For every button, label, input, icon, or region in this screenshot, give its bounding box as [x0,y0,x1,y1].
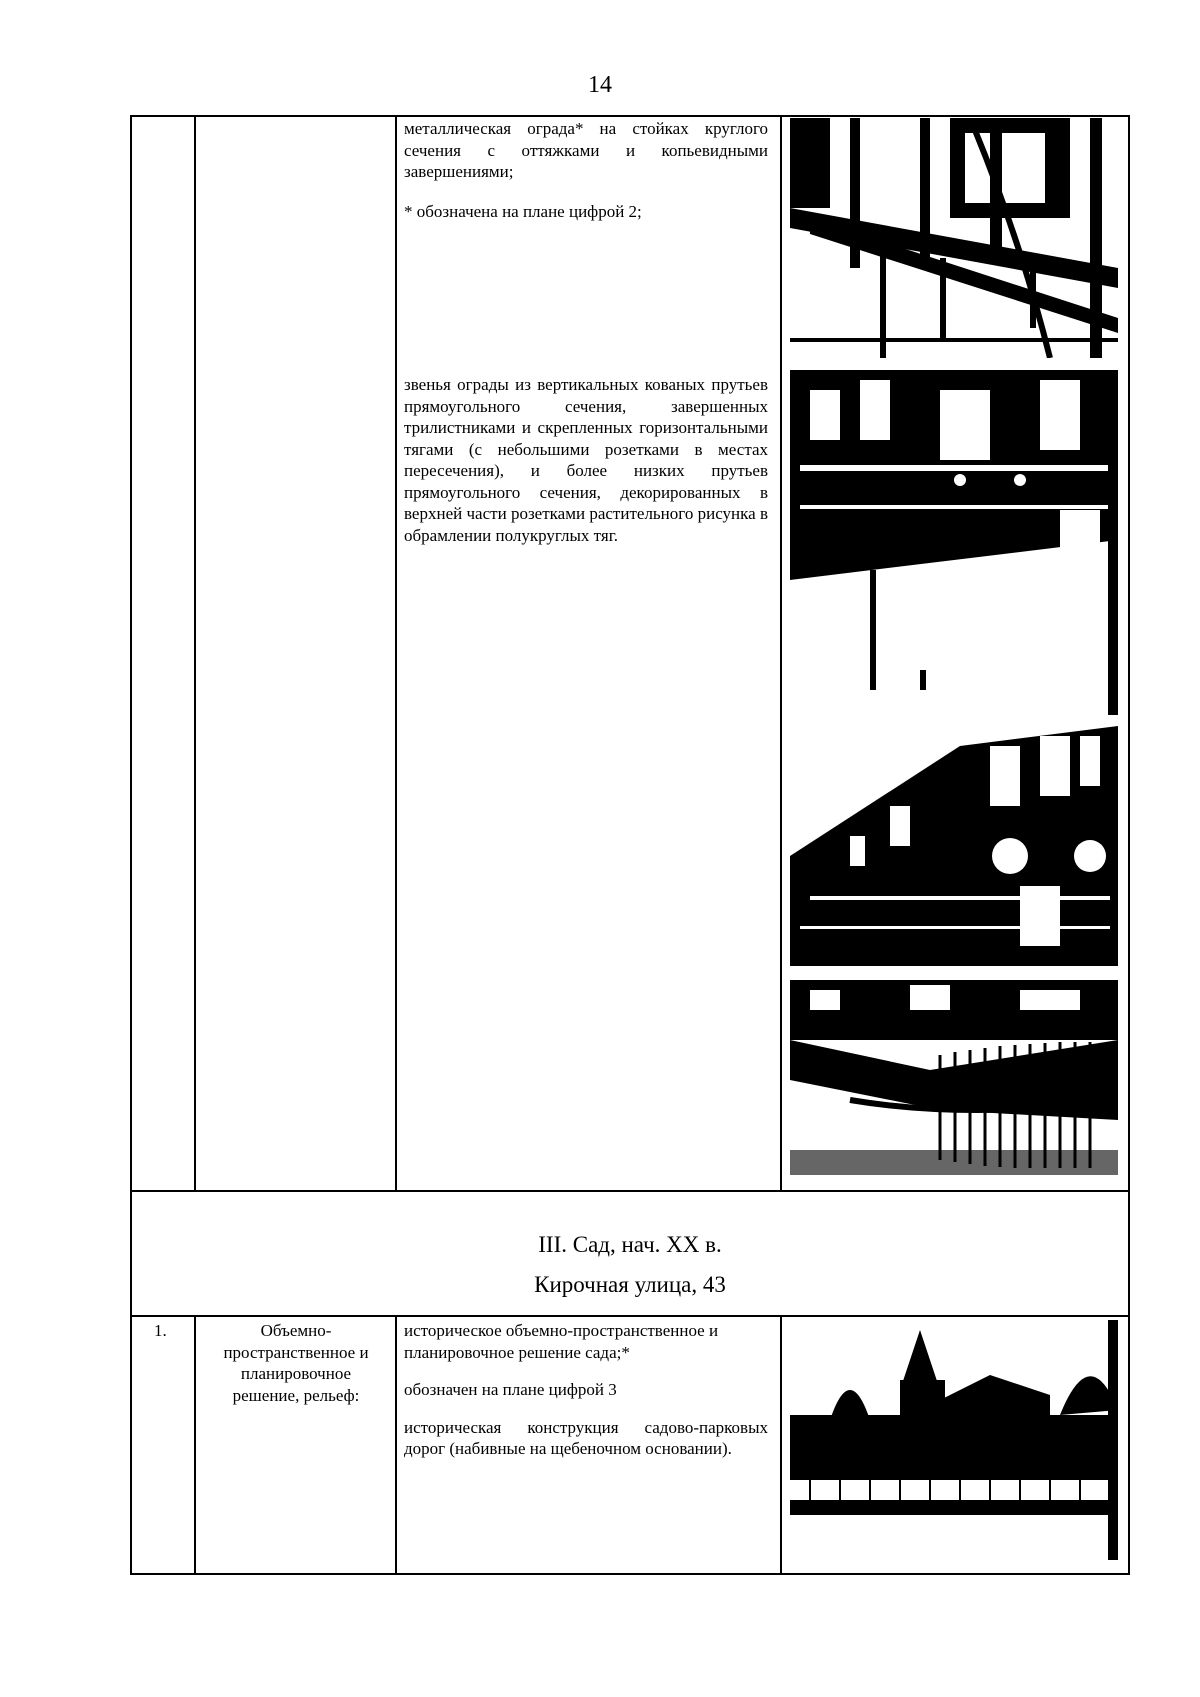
row-category: Объемно-пространственное и планировочное решение, рельеф: [223,1321,369,1405]
fence-description-1 [404,118,768,222]
photo-garden [790,1320,1118,1560]
garden-layout-text: историческое объемно-пространственное и планировочное решение сада;* [404,1321,719,1362]
garden-roads-text: историческая конструкция садово-парковых дорог (набивные на щебеночном основании). [404,1417,768,1458]
garden-description [404,1320,768,1460]
photo-building-facade [790,726,1118,966]
photo-fence-curve [790,980,1118,1175]
garden-plan-note: обозначен на плане цифрой 3 [404,1380,617,1399]
photo-fence-building [790,370,1118,715]
fence-plan-note: * обозначена на плане цифрой 2; [404,201,642,221]
fence-links-text: звенья ограды из вертикальных кованых прутьев прямоугольного сечения, завершенных трилистниками и скрепленных горизонтальными тягами (с небольшими розетками в местах пересечения), и более низких прутьев прямоугольного сечения, декорированных в верхней части розетками растительного рисунка в обрамлении полукруглых тяг. [404,375,768,545]
page-number: 14 [588,72,612,98]
section-address: Кирочная улица, 43 [534,1272,726,1297]
fence-description-2 [404,374,768,546]
section-title: III. Сад, нач. XX в. [538,1232,722,1257]
row-number: 1. [154,1321,167,1340]
fence-description-text: металлическая ограда* на стойках круглого сечения с оттяжками и копьевидными завершениями; [404,119,768,181]
photo-fence-posts [790,118,1118,358]
